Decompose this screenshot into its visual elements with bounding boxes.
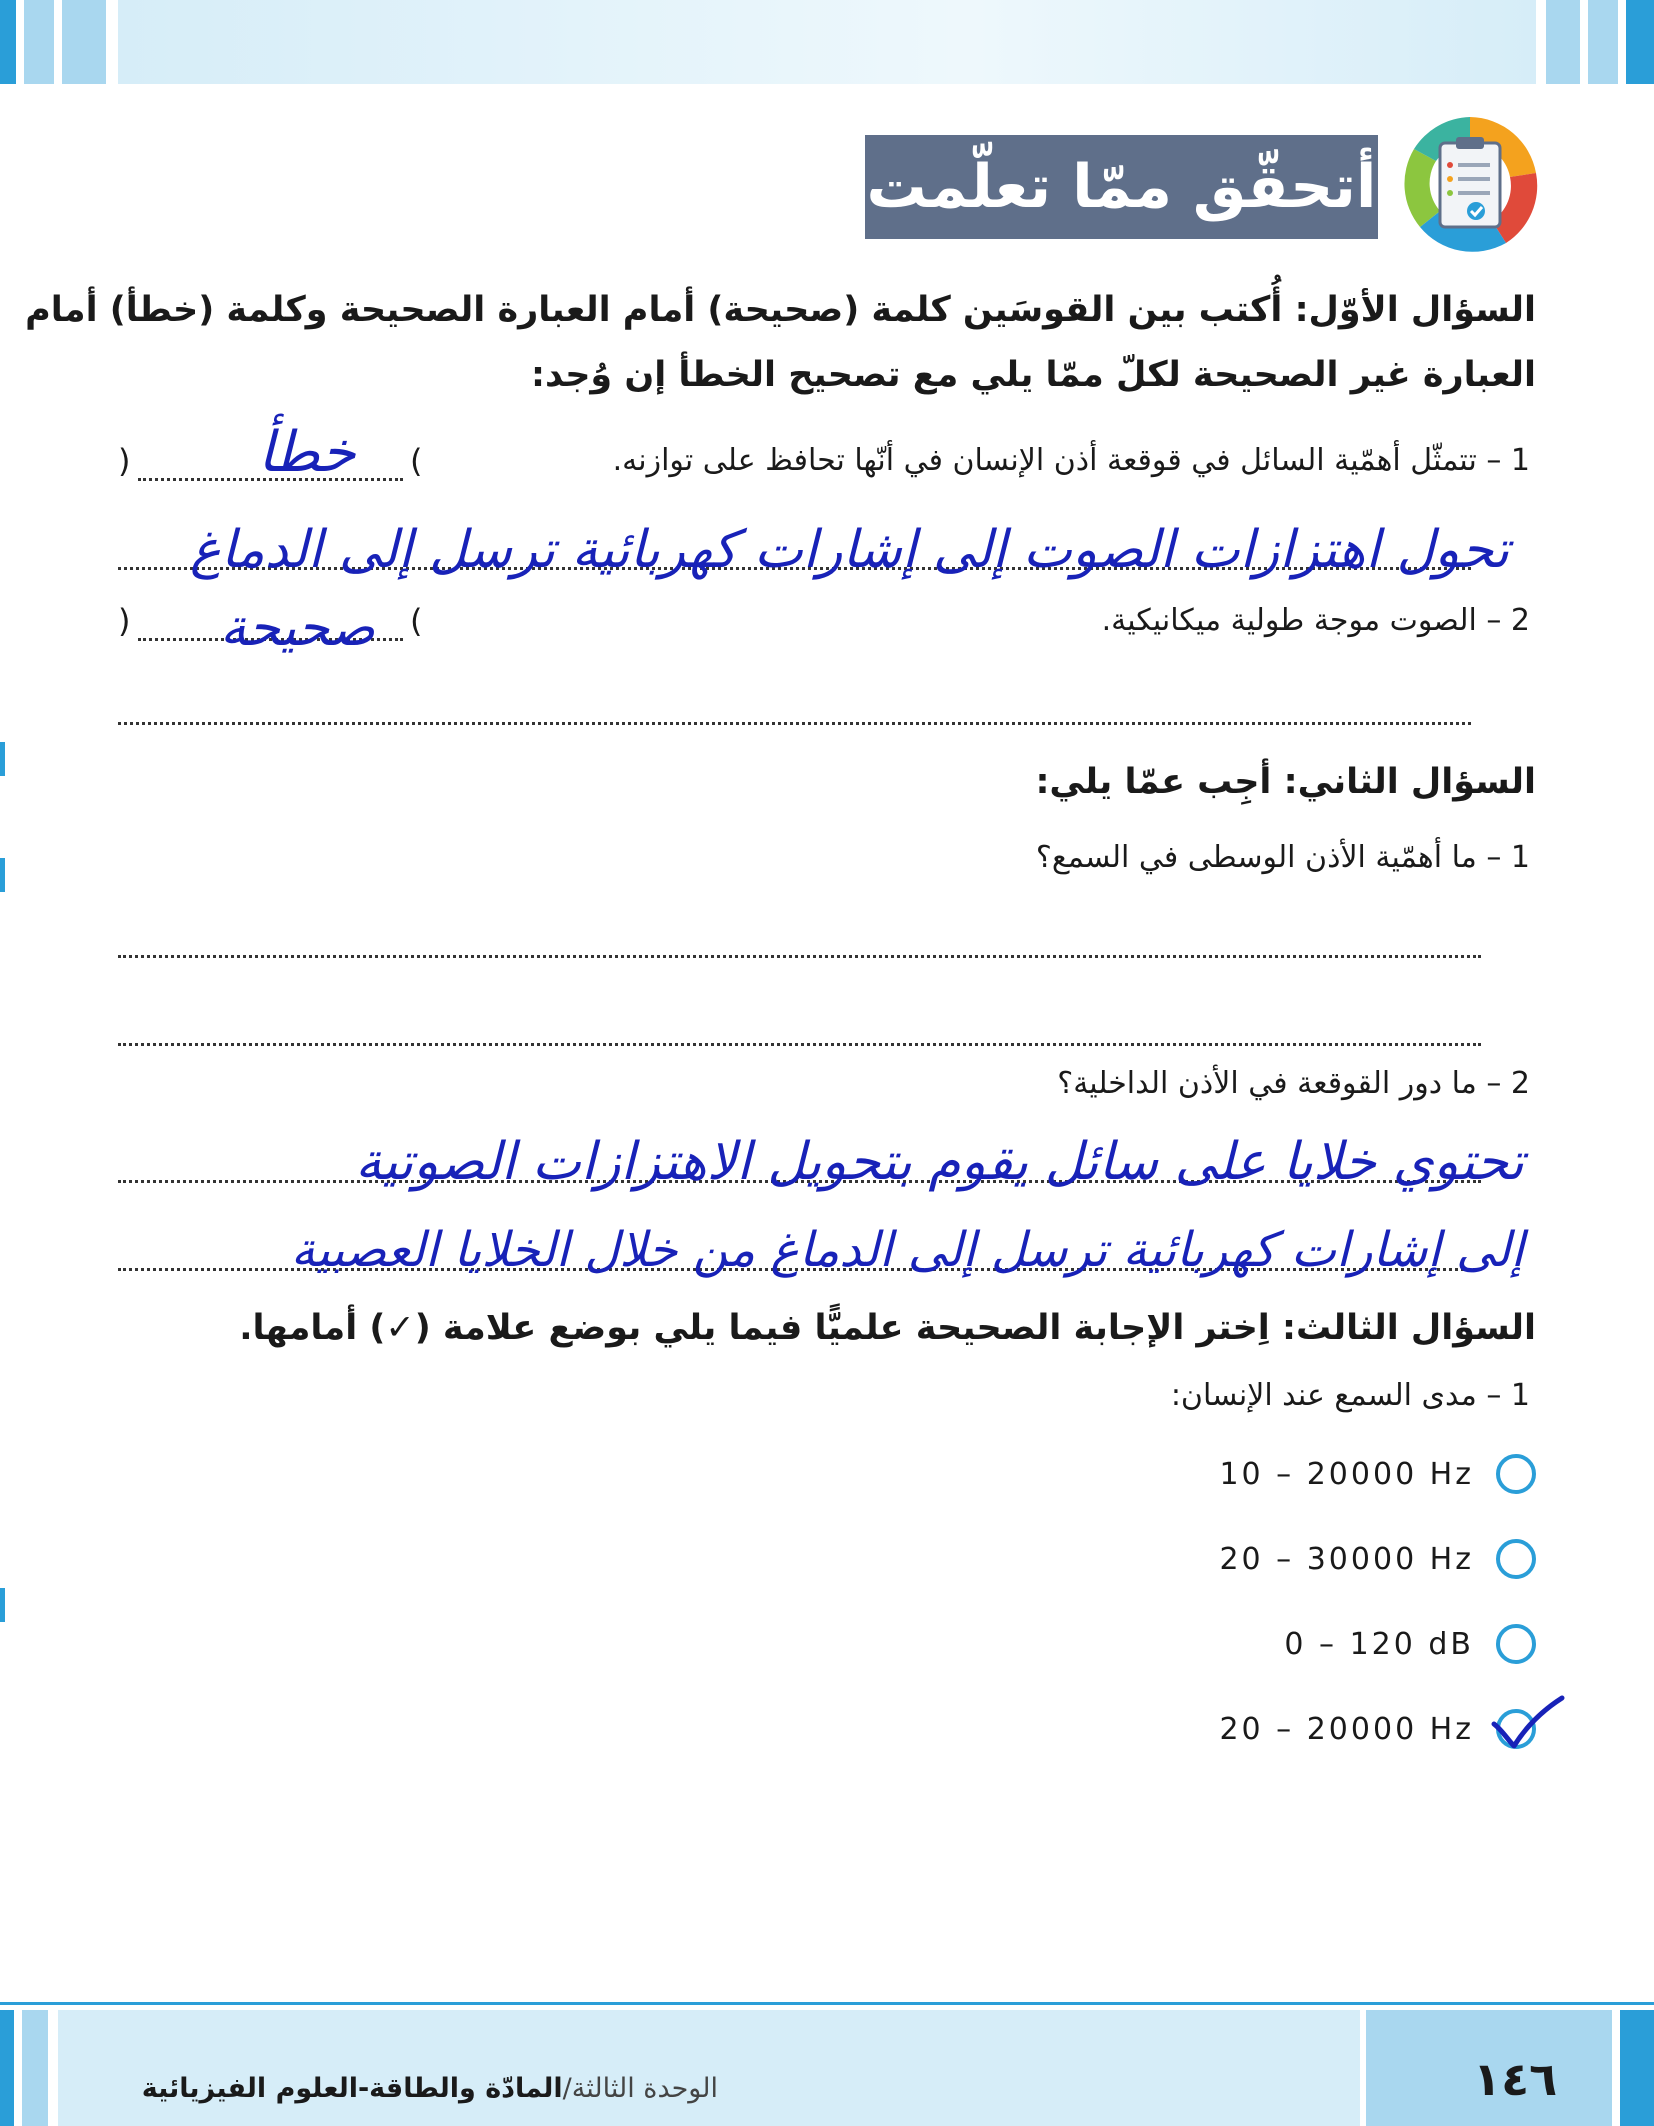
option-label: 20 – 20000 Hz <box>1219 1711 1474 1747</box>
q2-item-1 <box>1036 840 1530 875</box>
handwritten-answer: صحيحة <box>220 598 375 658</box>
item-number: 2 – <box>1486 603 1530 638</box>
q1-heading <box>25 290 1536 330</box>
handwritten-answer: خطأ <box>258 420 356 485</box>
item-number: 2 – <box>1486 1066 1530 1101</box>
footer-unit-label <box>142 2073 718 2104</box>
q2-item-2 <box>1057 1066 1530 1101</box>
answer-line[interactable] <box>118 955 1481 958</box>
item-text: تتمثّل أهمّية السائل في قوقعة أذن الإنسان في أنّها تحافظ على توازنه. <box>612 443 1477 478</box>
footer-divider <box>0 2002 1654 2005</box>
option-radio[interactable] <box>1496 1454 1536 1494</box>
top-band-left-stripe-2 <box>62 0 106 84</box>
handwritten-answer-line2: إلى إشارات كهربائية ترسل إلى الدماغ من خلال الخلايا العصبية <box>290 1222 1524 1278</box>
option-row[interactable] <box>1219 1531 1536 1587</box>
option-row[interactable] <box>1284 1616 1536 1672</box>
handwritten-check-icon <box>1488 1690 1568 1760</box>
option-radio[interactable] <box>1496 1539 1536 1579</box>
page-number: ١٤٦ <box>1473 2052 1558 2106</box>
q3-heading <box>239 1308 1536 1348</box>
item-number: 1 – <box>1486 1378 1530 1413</box>
q3-label: السؤال الثالث: <box>1281 1308 1536 1348</box>
q2-heading <box>1035 762 1536 802</box>
q1-item-1 <box>613 443 1530 478</box>
q2-instruction: أجِب عمّا يلي: <box>1035 762 1272 802</box>
q3-item-1 <box>1171 1378 1530 1413</box>
option-label: 10 – 20000 Hz <box>1219 1456 1474 1492</box>
item-number: 1 – <box>1486 840 1530 875</box>
item-number: 1 – <box>1486 443 1530 478</box>
handwritten-correction: تحول اهتزازات الصوت إلى إشارات كهربائية ترسل إلى الدماغ <box>190 520 1510 580</box>
option-row[interactable] <box>1219 1446 1536 1502</box>
side-marker <box>0 1588 5 1622</box>
handwritten-answer-line1: تحتوي خلايا على سائل يقوم بتحويل الاهتزازات الصوتية <box>355 1132 1524 1192</box>
answer-paren-open: ) <box>118 602 131 640</box>
q1-item-2 <box>1102 603 1530 638</box>
top-band-right-stripe-2 <box>1588 0 1618 84</box>
footer-unit: الوحدة الثالثة/ <box>562 2073 718 2104</box>
q3-instruction: اِختر الإجابة الصحيحة علميًّا فيما يلي بوضع علامة (✓) أمامها. <box>239 1308 1270 1348</box>
side-marker <box>0 742 5 776</box>
top-band-right-stripe <box>1546 0 1580 84</box>
side-marker <box>0 858 5 892</box>
top-band-left-edge <box>0 0 16 84</box>
page-title: أتحقّق ممّا تعلّمت <box>866 152 1377 222</box>
q1-heading-line2: العبارة غير الصحيحة لكلّ ممّا يلي مع تصحيح الخطأ إن وُجد: <box>530 355 1536 395</box>
answer-line[interactable] <box>118 1043 1481 1046</box>
answer-paren-close: ( <box>410 442 423 480</box>
top-band <box>118 0 1536 84</box>
q2-label: السؤال الثاني: <box>1283 762 1536 802</box>
footer-subject: المادّة والطاقة-العلوم الفيزيائية <box>141 2073 563 2104</box>
answer-paren-close: ( <box>410 602 423 640</box>
option-label: 20 – 30000 Hz <box>1219 1541 1474 1577</box>
checklist-icon <box>1400 115 1540 255</box>
correction-line[interactable] <box>118 722 1471 725</box>
option-radio[interactable] <box>1496 1624 1536 1664</box>
top-band-right-edge <box>1626 0 1654 84</box>
top-band-left-stripe <box>24 0 54 84</box>
q1-label: السؤال الأوّل: <box>1294 290 1536 330</box>
item-text: مدى السمع عند الإنسان: <box>1170 1378 1477 1413</box>
item-text: ما دور القوقعة في الأذن الداخلية؟ <box>1057 1066 1477 1101</box>
item-text: الصوت موجة طولية ميكانيكية. <box>1101 603 1477 638</box>
item-text: ما أهمّية الأذن الوسطى في السمع؟ <box>1035 840 1477 875</box>
option-label: 0 – 120 dB <box>1284 1626 1474 1662</box>
footer-band <box>0 2010 1654 2126</box>
q1-instruction-line1: أُكتب بين القوسَين كلمة (صحيحة) أمام العبارة الصحيحة وكلمة (خطأ) أمام <box>25 290 1283 330</box>
answer-paren-open: ) <box>118 442 131 480</box>
